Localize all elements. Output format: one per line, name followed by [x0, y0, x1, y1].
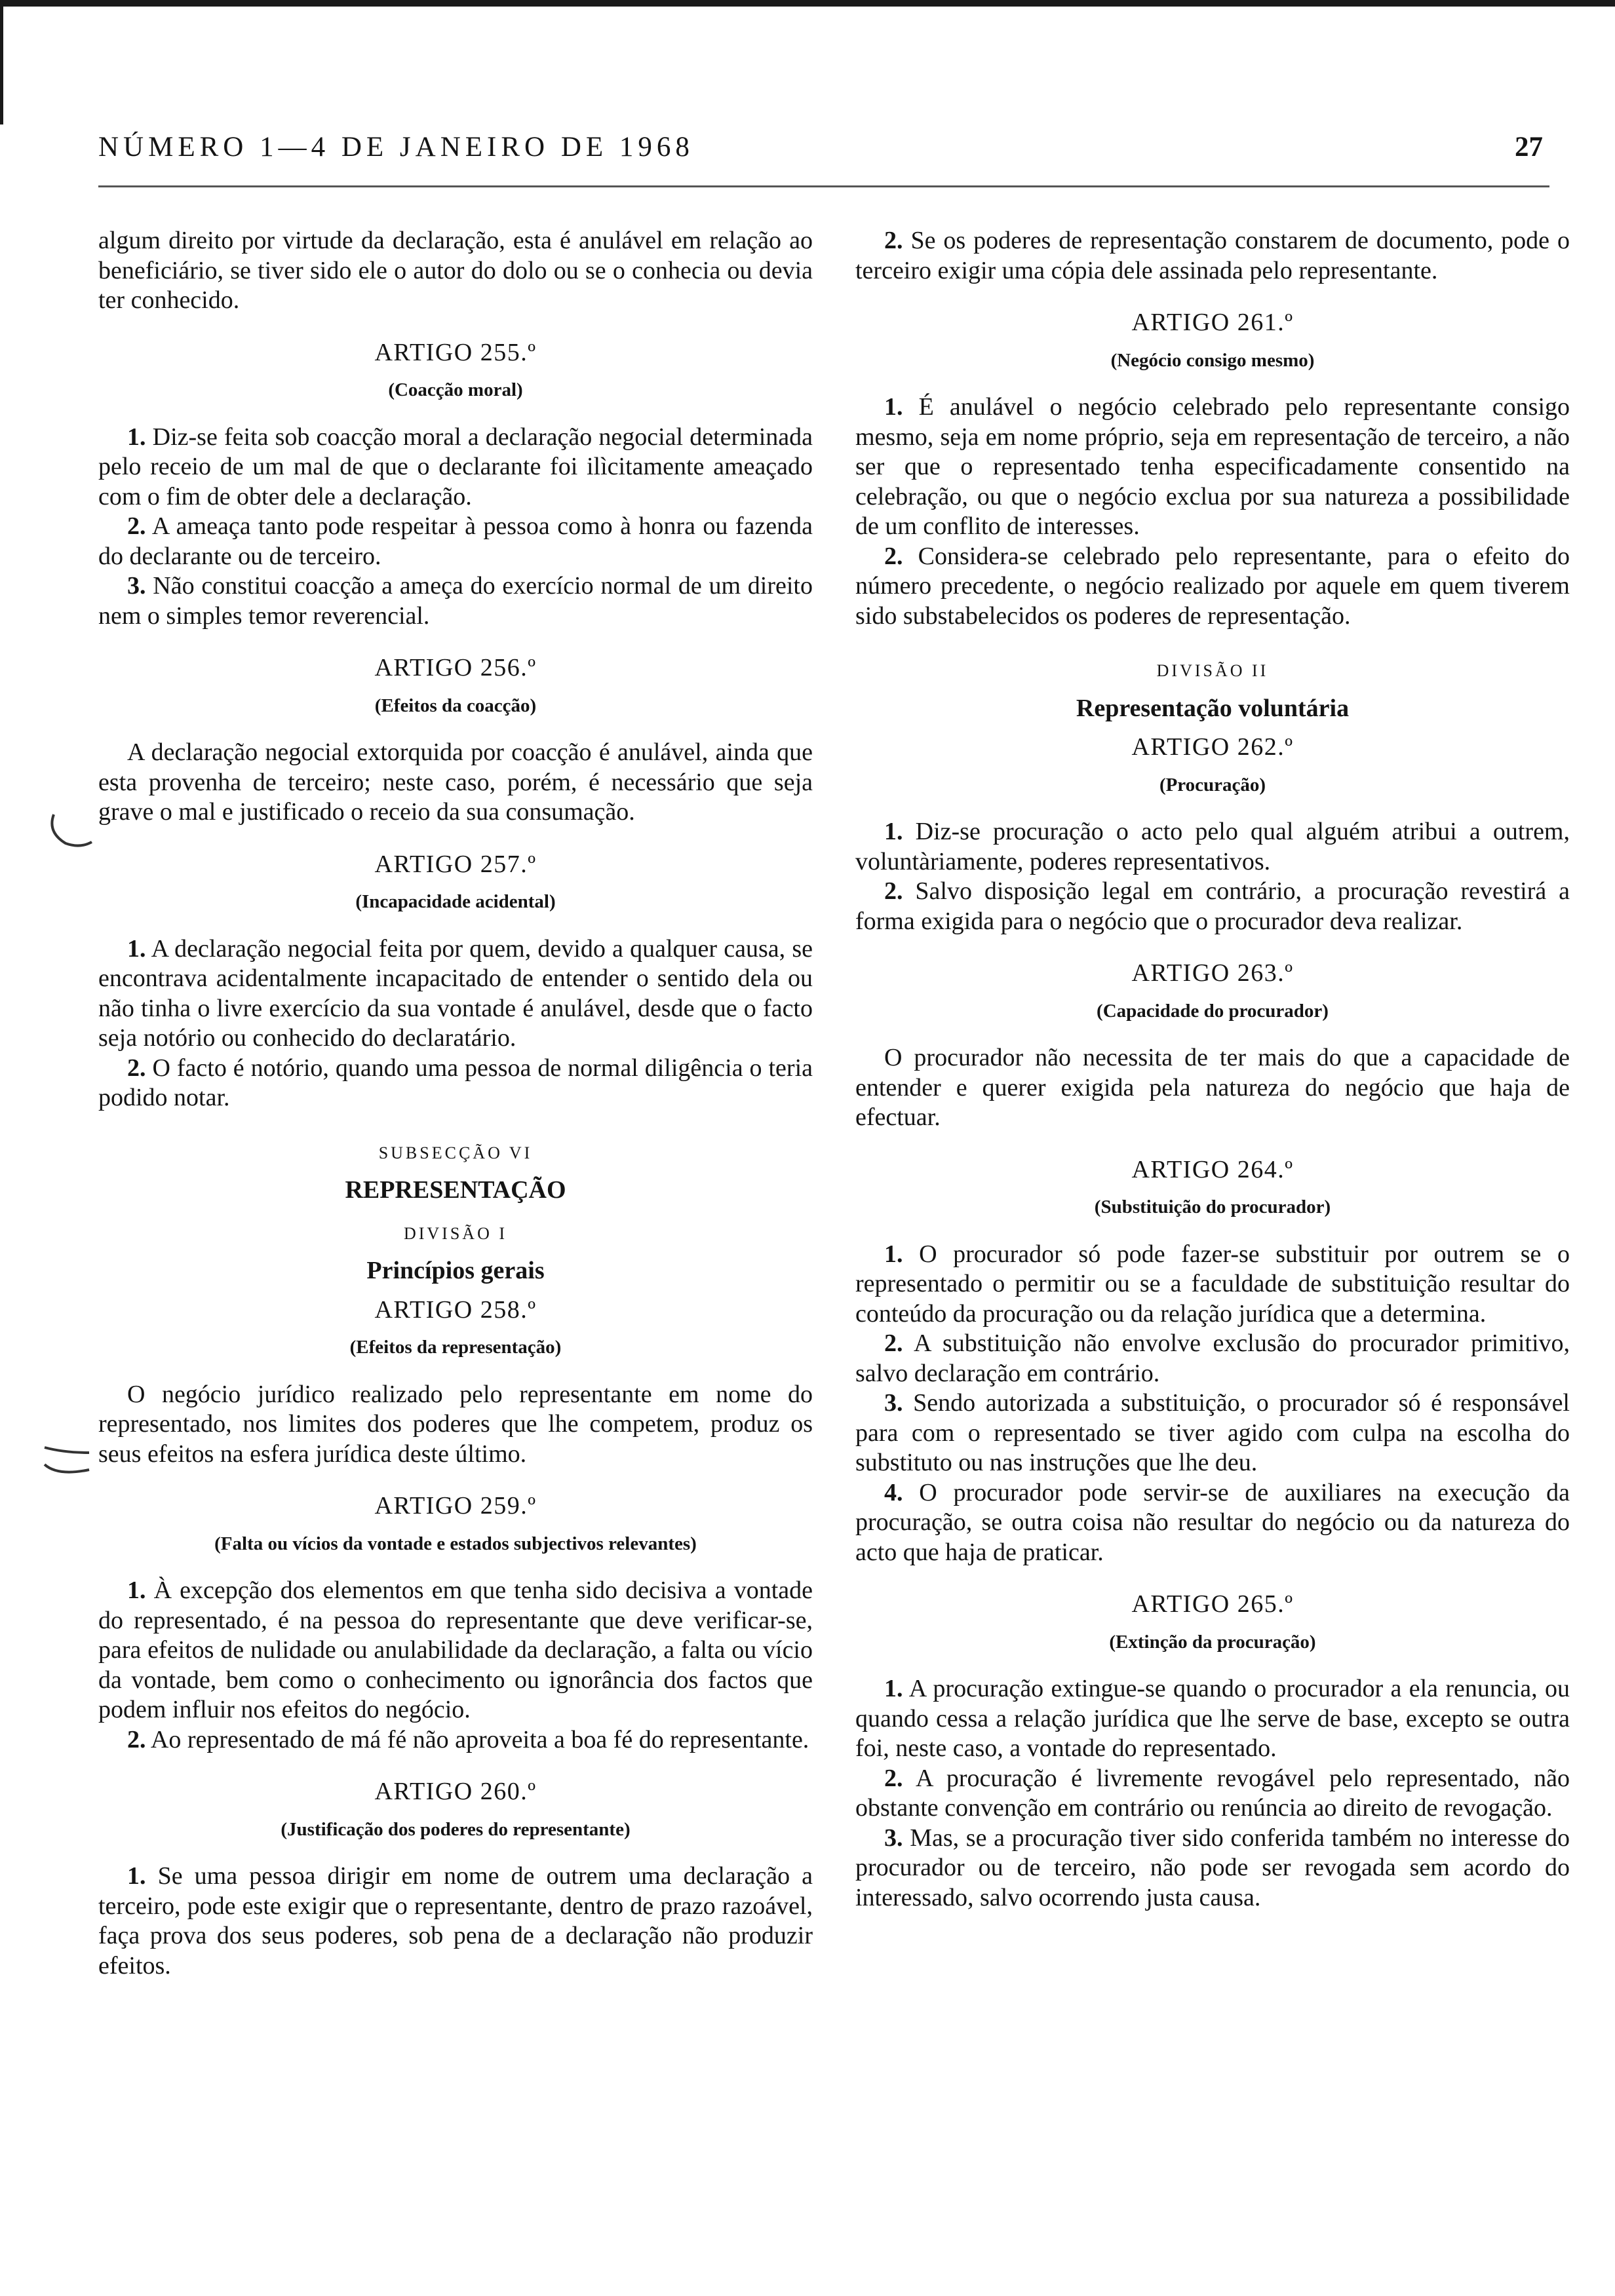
article-261-paragraph	[855, 392, 1570, 542]
paragraph-text: O facto é notório, quando uma pessoa de normal diligência o teria podido notar.	[98, 1054, 813, 1111]
continued-paragraph: algum direito por virtude da declaração, esta é anulável em relação ao beneficiário, se tiver sido ele o autor do dolo ou se o conhecia ou devia ter conhecido.	[98, 227, 813, 314]
paragraph-text: A substituição não envolve exclusão do procurador primitivo, salvo declaração em contrário.	[855, 1330, 1570, 1387]
division-title: Representação voluntária	[1076, 694, 1350, 722]
paragraph-number: 3.	[884, 1389, 903, 1417]
paragraph-text: Considera-se celebrado pelo representante, para o efeito do número precedente, o negócio realizado por aquele em quem tiverem sido substabelecidos os poderes de representação.	[855, 542, 1570, 630]
article-257-heading: ARTIGO 257.º	[374, 850, 537, 878]
paragraph-text: Se uma pessoa dirigir em nome de outrem uma declaração a terceiro, pode este exigir que o representante, dentro de prazo razoável, faça prova dos seus poderes, sob pena de a declaração não produzir efeitos.	[98, 1862, 813, 1980]
paragraph-text: A declaração negocial feita por quem, devido a qualquer causa, se encontrava acidentalmente incapacitado de entender o sentido dela ou não tinha o livre exercício da sua vontade é anulável, desde que o facto seja notório ou conhecido do declaratário.	[98, 934, 813, 1052]
article-258-rubric: (Efeitos da representação)	[349, 1337, 562, 1358]
division-title: Princípios gerais	[366, 1257, 545, 1284]
article-258-heading: ARTIGO 258.º	[374, 1295, 537, 1324]
paragraph-text: Salvo disposição legal em contrário, a procuração revestirá a forma exigida para o negócio que o procurador deva realizar.	[855, 877, 1570, 935]
article-259-rubric: (Falta ou vícios da vontade e estados subjectivos relevantes)	[214, 1533, 697, 1554]
article-264-paragraph	[855, 1478, 1570, 1568]
article-257-paragraph	[98, 934, 813, 1054]
article-264-paragraph	[855, 1329, 1570, 1388]
paragraph-number: 1.	[127, 1577, 146, 1604]
article-264-paragraph	[855, 1388, 1570, 1478]
article-265-paragraph	[855, 1674, 1570, 1764]
paragraph-text: Mas, se a procuração tiver sido conferida também no interesse do procurador ou de terceiro, não pode ser revogada sem acordo do interessado, salvo ocorrendo justa causa.	[855, 1824, 1570, 1911]
paragraph-number: 3.	[884, 1824, 903, 1852]
paragraph-number: 2.	[884, 227, 903, 254]
article-261-heading: ARTIGO 261.º	[1131, 309, 1294, 336]
paragraph-number: 1.	[884, 393, 903, 421]
right-column	[855, 226, 1570, 1913]
article-257-paragraph	[98, 1054, 813, 1113]
paragraph-text: Se os poderes de representação constarem de documento, pode o terceiro exigir uma cópia dele assinada pelo representante.	[855, 227, 1570, 284]
paragraph-number: 2.	[884, 542, 903, 570]
article-263-paragraph: O procurador não necessita de ter mais do que a capacidade de entender e querer exigida pela natureza do negócio que haja de efectuar.	[855, 1044, 1570, 1131]
continued-paragraph	[855, 226, 1570, 286]
article-259-heading: ARTIGO 259.º	[374, 1492, 537, 1520]
article-261-paragraph	[855, 542, 1570, 632]
article-257-rubric: (Incapacidade acidental)	[355, 891, 556, 912]
division-label: DIVISÃO I	[403, 1223, 508, 1243]
paragraph-number: 2.	[884, 1330, 903, 1357]
paragraph-text: A ameaça tanto pode respeitar à pessoa como à honra ou fazenda do declarante ou de terceiro.	[98, 512, 813, 570]
article-265-paragraph	[855, 1764, 1570, 1824]
article-265-heading: ARTIGO 265.º	[1131, 1590, 1294, 1618]
paragraph-number: 3.	[127, 572, 146, 600]
subsection-title: REPRESENTAÇÃO	[345, 1176, 566, 1204]
paragraph-number: 1.	[884, 818, 903, 845]
article-262-rubric: (Procuração)	[1159, 774, 1266, 795]
article-260-rubric: (Justificação dos poderes do representante)	[281, 1818, 631, 1840]
article-262-paragraph	[855, 877, 1570, 936]
article-264-rubric: (Substituição do procurador)	[1094, 1196, 1331, 1217]
article-259-paragraph	[98, 1725, 813, 1755]
article-255-heading: ARTIGO 255.º	[374, 338, 537, 366]
article-260-heading: ARTIGO 260.º	[374, 1778, 537, 1805]
margin-pencil-mark-1	[46, 809, 98, 855]
paragraph-text: Não constitui coacção a ameça do exercício normal de um direito nem o simples temor reverencial.	[98, 572, 813, 630]
article-264-heading: ARTIGO 264.º	[1131, 1155, 1294, 1183]
subsection-label: SUBSECÇÃO VI	[378, 1143, 533, 1162]
paragraph-text: A procuração extingue-se quando o procurador a ela renuncia, ou quando cessa a relação jurídica que lhe serve de base, excepto se outra foi, neste caso, a vontade do representado.	[855, 1675, 1570, 1762]
article-256-paragraph: A declaração negocial extorquida por coacção é anulável, ainda que esta provenha de terceiro; neste caso, porém, é necessário que seja grave o mal e justificado o receio da sua consumação.	[98, 738, 813, 826]
paragraph-number: 2.	[127, 1725, 146, 1753]
paragraph-text: Diz-se procuração o acto pelo qual alguém atribui a outrem, voluntàriamente, poderes representativos.	[855, 818, 1570, 875]
article-255-paragraph	[98, 571, 813, 631]
article-261-rubric: (Negócio consigo mesmo)	[1110, 349, 1315, 371]
paragraph-number: 1.	[884, 1240, 903, 1268]
paragraph-text: É anulável o negócio celebrado pelo representante consigo mesmo, seja em nome próprio, seja em representação de terceiro, a não ser que o representado tenha especificadamente consentido na celebração, ou que o negócio exclua por sua natureza a possibilidade de um conflito de interesses.	[855, 393, 1570, 540]
paragraph-text: O procurador pode servir-se de auxiliares na execução da procuração, se outra coisa não resultar do negócio ou da natureza do acto que haja de praticar.	[855, 1478, 1570, 1566]
paragraph-text: O procurador só pode fazer-se substituir por outrem se o representado o permitir ou se a faculdade de substituição resultar do conteúdo da procuração ou da relação jurídica que a determina.	[855, 1240, 1570, 1328]
paragraph-number: 2.	[884, 1764, 903, 1792]
article-260-paragraph	[98, 1862, 813, 1981]
article-258-paragraph: O negócio jurídico realizado pelo representante em nome do representado, nos limites dos poderes que lhe competem, produz os seus efeitos na esfera jurídica deste último.	[98, 1380, 813, 1468]
article-256-heading: ARTIGO 256.º	[374, 654, 537, 681]
paragraph-number: 2.	[127, 512, 146, 540]
running-header	[98, 131, 1549, 163]
paragraph-number: 1.	[127, 934, 146, 963]
article-265-paragraph	[855, 1824, 1570, 1913]
article-264-paragraph	[855, 1240, 1570, 1330]
paragraph-text: Diz-se feita sob coacção moral a declaração negocial determinada pelo receio de um mal de que o declarante foi ilìcitamente ameaçado com o fim de obter dele a declaração.	[98, 423, 813, 510]
article-255-paragraph	[98, 512, 813, 571]
page-number: 27	[1515, 132, 1543, 163]
margin-pencil-mark-2	[38, 1438, 97, 1484]
top-border-rule	[0, 0, 1615, 7]
article-263-rubric: (Capacidade do procurador)	[1097, 1000, 1329, 1022]
article-256-rubric: (Efeitos da coacção)	[374, 695, 537, 716]
header-rule	[98, 185, 1549, 187]
left-column	[98, 226, 813, 1981]
issue-title: NÚMERO 1—4 DE JANEIRO DE 1968	[98, 132, 694, 163]
article-263-heading: ARTIGO 263.º	[1131, 959, 1294, 987]
article-255-rubric: (Coacção moral)	[388, 379, 523, 400]
paragraph-number: 2.	[884, 877, 903, 905]
paragraph-text: Sendo autorizada a substituição, o procurador só é responsável para com o representado se tiver agido com culpa na escolha do substituto ou nas instruções que lhe deu.	[855, 1389, 1570, 1476]
article-255-paragraph	[98, 423, 813, 512]
paragraph-text: Ao representado de má fé não aproveita a boa fé do representante.	[150, 1725, 809, 1753]
paragraph-number: 1.	[127, 423, 146, 451]
article-259-paragraph	[98, 1576, 813, 1725]
article-262-heading: ARTIGO 262.º	[1131, 733, 1294, 761]
division-label: DIVISÃO II	[1156, 661, 1269, 680]
paragraph-text: A procuração é livremente revogável pelo representado, não obstante convenção em contrário ou renúncia ao direito de revogação.	[855, 1764, 1570, 1822]
paragraph-number: 1.	[127, 1862, 146, 1890]
paragraph-number: 2.	[127, 1054, 146, 1082]
paragraph-text: À excepção dos elementos em que tenha sido decisiva a vontade do representado, é na pessoa do representante que deve verificar-se, para efeitos de nulidade ou anulabilidade da declaração, a falta ou vício da vontade, bem como o conhecimento ou ignorância dos factos que podem influir nos efeitos do negócio.	[98, 1577, 813, 1723]
paragraph-number: 1.	[884, 1675, 903, 1702]
left-border-rule	[0, 0, 3, 124]
article-265-rubric: (Extinção da procuração)	[1109, 1631, 1316, 1653]
paragraph-number: 4.	[884, 1478, 903, 1506]
article-262-paragraph	[855, 817, 1570, 877]
